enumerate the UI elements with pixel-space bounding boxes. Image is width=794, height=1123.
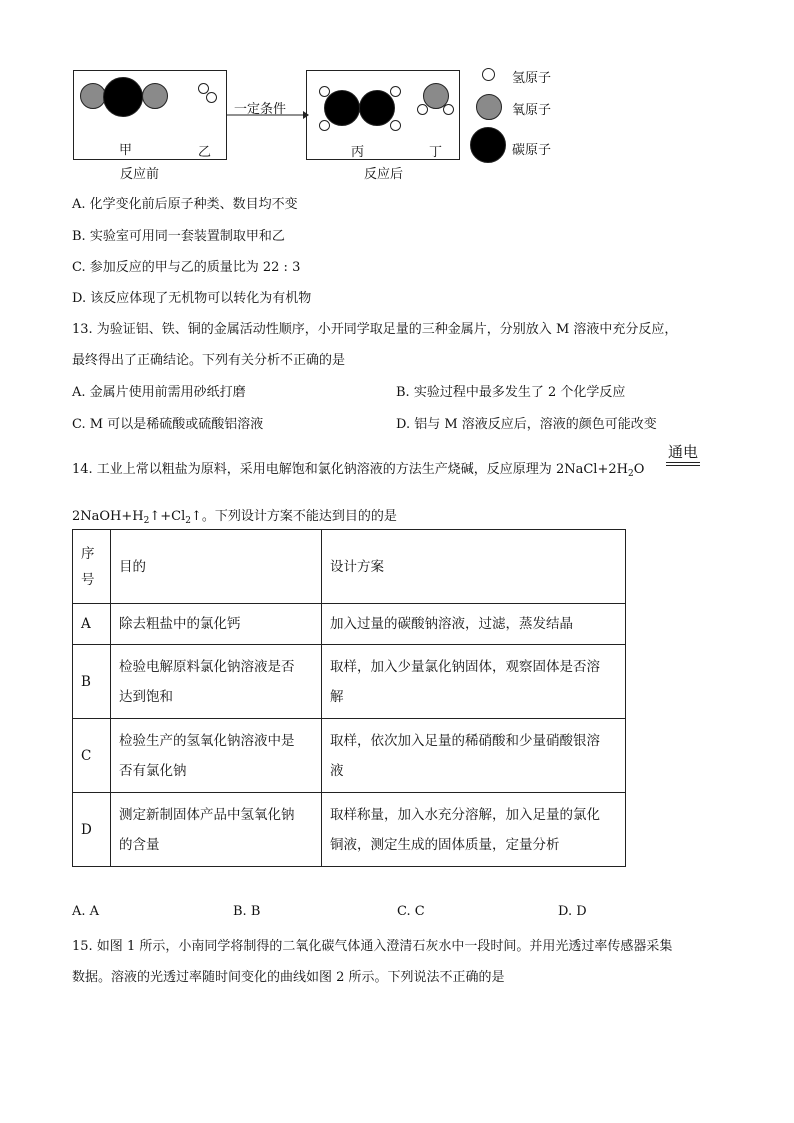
hydrogen-atom [390, 120, 401, 131]
q14-line2-part-a: 2NaOH+H [72, 509, 144, 524]
oxygen-legend-icon [476, 94, 502, 120]
label-ding: 丁 [429, 145, 443, 160]
carbon-atom [324, 90, 360, 126]
row-goal: 除去粗盐中的氯化钙 [111, 604, 322, 645]
reaction-arrow [227, 110, 309, 120]
table-row [73, 793, 626, 867]
row-goal-line: 测定新制固体产品中氢氧化钠 [119, 806, 295, 823]
q13-option-a: A. 金属片使用前需用砂纸打磨 [72, 385, 246, 400]
condition-equals-top [666, 462, 700, 463]
q14-table [72, 529, 626, 867]
row-goal-line: 达到饱和 [119, 688, 173, 705]
legend-hydrogen: 氢原子 [512, 71, 552, 86]
q14-answer-a: A. A [72, 904, 100, 919]
hydrogen-atom [319, 120, 330, 131]
q12-option-a: A. 化学变化前后原子种类、数目均不变 [72, 197, 298, 212]
row-no: C [73, 719, 111, 793]
header-no [73, 530, 111, 604]
row-no: D [73, 793, 111, 867]
header-plan: 设计方案 [322, 530, 626, 604]
electrolysis-condition: 通电 [668, 443, 699, 461]
table-header-row [73, 530, 626, 604]
row-goal [111, 719, 322, 793]
q14-stem-line2 [72, 505, 397, 526]
row-plan: 加入过量的碳酸钠溶液，过滤，蒸发结晶 [322, 604, 626, 645]
caption-after: 反应后 [364, 167, 404, 182]
row-plan-line: 取样，依次加入足量的稀硝酸和少量硝酸银溶 [330, 732, 600, 749]
q15-stem-line1: 15. 如图 1 所示，小南同学将制得的二氧化碳气体通入澄清石灰水中一段时间。并用光透过率传感器采集 [72, 939, 673, 954]
q13-option-b: B. 实验过程中最多发生了 2 个化学反应 [396, 385, 626, 400]
row-no: B [73, 645, 111, 719]
condition-equals-bottom [666, 465, 700, 466]
q15-stem-line2: 数据。溶液的光透过率随时间变化的曲线如图 2 所示。下列说法不正确的是 [72, 970, 505, 985]
row-plan-line: 取样，加入少量氯化钠固体，观察固体是否溶 [330, 658, 600, 675]
table-row [73, 719, 626, 793]
q13-option-d: D. 铝与 M 溶液反应后，溶液的颜色可能改变 [396, 417, 657, 432]
q14-line2-part-c: ↑。下列设计方案不能达到目的的是 [190, 509, 397, 524]
row-plan-line: 解 [330, 688, 344, 705]
label-jia: 甲 [119, 143, 133, 158]
subscript-2: 2 [627, 469, 634, 479]
q14-h2o-tail: O [633, 462, 645, 477]
header-goal: 目的 [111, 530, 322, 604]
q12-option-d: D. 该反应体现了无机物可以转化为有机物 [72, 291, 312, 306]
q14-line2-part-b: ↑+Cl [149, 509, 186, 524]
q14-stem-text: 14. 工业上常以粗盐为原料，采用电解饱和氯化钠溶液的方法生产烧碱，反应原理为 2NaCl+2H [72, 462, 628, 477]
subscript-2: 2 [185, 516, 191, 526]
arrow-label: 一定条件 [234, 102, 287, 117]
hydrogen-atom [319, 86, 330, 97]
hydrogen-atom [206, 92, 217, 103]
row-no: A [73, 604, 111, 645]
legend-carbon: 碳原子 [512, 143, 552, 158]
q14-answer-d: D. D [558, 904, 587, 919]
row-goal-line: 检验生产的氢氧化钠溶液中是 [119, 732, 295, 749]
row-plan-line: 液 [330, 762, 344, 779]
row-plan-line: 铜液，测定生成的固体质量，定量分析 [330, 836, 560, 853]
caption-before: 反应前 [120, 167, 160, 182]
table-row [73, 604, 626, 645]
q13-option-c: C. M 可以是稀硫酸或硫酸铝溶液 [72, 417, 264, 432]
q13-stem-line2: 最终得出了正确结论。下列有关分析不正确的是 [72, 353, 346, 368]
row-goal [111, 645, 322, 719]
row-goal-line: 检验电解原料氯化钠溶液是否 [119, 658, 295, 675]
box-after [306, 70, 460, 160]
row-plan [322, 645, 626, 719]
carbon-atom [103, 77, 143, 117]
box-before [73, 70, 227, 160]
hydrogen-atom [443, 104, 454, 115]
subscript-2: 2 [143, 516, 150, 526]
table-row [73, 645, 626, 719]
header-no-text: 序号 [81, 545, 95, 588]
q12-option-b: B. 实验室可用同一套装置制取甲和乙 [72, 229, 285, 244]
row-plan [322, 793, 626, 867]
label-yi: 乙 [198, 145, 212, 160]
carbon-legend-icon [470, 127, 506, 163]
row-goal-line: 否有氯化钠 [119, 762, 187, 779]
oxygen-atom [142, 83, 168, 109]
row-goal [111, 793, 322, 867]
label-bing: 丙 [351, 145, 365, 160]
hydrogen-atom [417, 104, 428, 115]
row-goal-line: 的含量 [119, 836, 160, 853]
q12-option-c: C. 参加反应的甲与乙的质量比为 22 : 3 [72, 260, 301, 275]
q14-answer-b: B. B [233, 904, 261, 919]
hydrogen-atom [390, 86, 401, 97]
hydrogen-legend-icon [482, 68, 495, 81]
q14-answer-c: C. C [397, 904, 425, 919]
q14-stem-line1 [72, 458, 644, 479]
q13-stem-line1: 13. 为验证铝、铁、铜的金属活动性顺序，小开同学取足量的三种金属片，分别放入 M 溶液中充分反应， [72, 322, 678, 337]
row-plan-line: 取样称量，加入水充分溶解，加入足量的氯化 [330, 806, 600, 823]
carbon-atom [359, 90, 395, 126]
legend-oxygen: 氧原子 [512, 103, 552, 118]
row-plan [322, 719, 626, 793]
